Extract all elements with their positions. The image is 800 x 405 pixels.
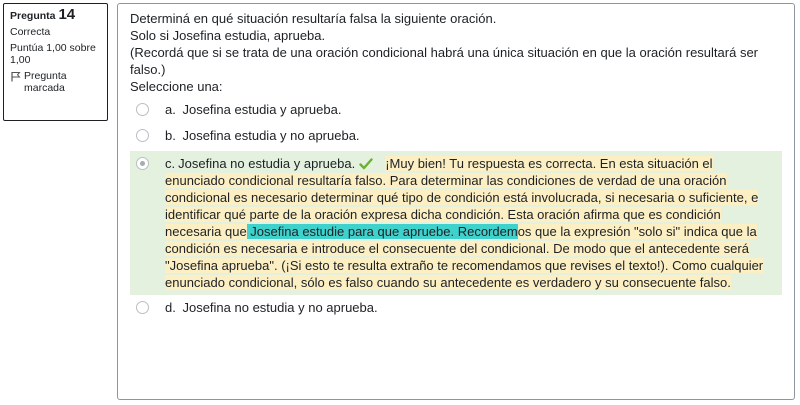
option-c-body bbox=[165, 155, 770, 291]
option-b-text: Josefina estudia y no aprueba. bbox=[182, 128, 360, 143]
flag-question-button[interactable] bbox=[10, 70, 101, 94]
option-a-radio[interactable] bbox=[136, 103, 149, 116]
answer-prompt: Seleccione una: bbox=[130, 79, 223, 94]
question-status: Correcta bbox=[10, 26, 51, 38]
option-c-radio[interactable] bbox=[136, 157, 149, 170]
answer-feedback bbox=[165, 156, 763, 290]
question-label: Pregunta bbox=[10, 10, 56, 22]
feedback-highlight: Josefina estudie para que apruebe. Recordem bbox=[246, 224, 518, 239]
option-a[interactable] bbox=[130, 97, 782, 123]
question-note: (Recordá que si se trata de una oración condicional habrá una única situación en que la oración resultará ser falso.) bbox=[130, 45, 758, 77]
option-a-text: Josefina estudia y aprueba. bbox=[182, 102, 342, 117]
question-number-value: 14 bbox=[58, 6, 76, 23]
question-text bbox=[130, 10, 782, 78]
feedback-text-1: ¡Muy bien! Tu respuesta es correcta. En esta situación el enunciado condicional resultaría falso. Para determinar las condiciones de verdad de una oración condicional es necesario determinar qué tipo de condición está involucrada, si necesaria o suficiente, e identificar qué parte de la oración expresa dicha condición. Esta oración afirma que es condición necesaria que bbox=[165, 156, 759, 239]
option-d[interactable] bbox=[130, 295, 782, 321]
feedback-text-2: os que la expresión "solo si" indica que la condición es necesaria e introduce el consecuente del condicional. De modo que el antecedente será "Josefina aprueba". (¡Si esto te resulta extraño te recomendamos que revises el texto!). Como cualquier enunciado condicional, sólo es falso cuando su antecedente es verdadero y su consecuente falso. bbox=[165, 224, 764, 290]
question-info-panel bbox=[3, 3, 108, 121]
question-sentence: Solo si Josefina estudia, aprueba. bbox=[130, 28, 326, 43]
option-d-radio[interactable] bbox=[136, 301, 149, 314]
question-score: Puntúa 1,00 sobre 1,00 bbox=[10, 42, 96, 66]
option-d-letter: d. bbox=[165, 300, 176, 315]
option-b-letter: b. bbox=[165, 128, 176, 143]
correct-check-icon bbox=[359, 158, 373, 170]
option-c[interactable] bbox=[130, 151, 782, 295]
question-content bbox=[117, 3, 795, 400]
option-b[interactable] bbox=[130, 123, 782, 149]
question-instruction: Determiná en qué situación resultaría falsa la siguiente oración. bbox=[130, 11, 497, 26]
option-d-text: Josefina no estudia y no aprueba. bbox=[182, 300, 378, 315]
flag-label: Pregunta marcada bbox=[24, 70, 67, 94]
flag-icon bbox=[10, 71, 21, 82]
option-c-text: Josefina no estudia y aprueba. bbox=[178, 156, 356, 171]
option-c-letter: c. bbox=[165, 156, 176, 171]
option-b-radio[interactable] bbox=[136, 129, 149, 142]
question-number bbox=[10, 6, 101, 23]
option-a-letter: a. bbox=[165, 102, 176, 117]
